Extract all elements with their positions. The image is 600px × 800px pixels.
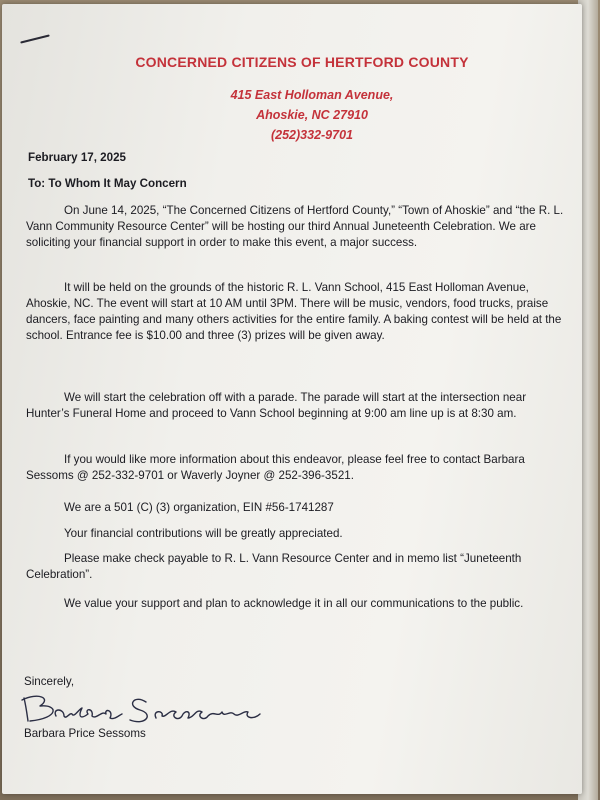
paragraph-acknowledgement: We value your support and plan to acknowledge it in all our communications to the public. — [64, 597, 524, 610]
letter-date: February 17, 2025 — [28, 151, 126, 164]
paragraph-contact: If you would like more information about this endeavor, please feel free to contact Barbara Sessoms @ 252-332-9701 or Waverly Joyner @ 252-396-3521. — [26, 453, 525, 482]
paragraph-organization-status: We are a 501 (C) (3) organization, EIN #56-1741287 — [64, 501, 334, 514]
address-phone: (252)332-9701 — [270, 128, 353, 142]
address-street: 415 East Holloman Avenue, — [230, 88, 394, 102]
signer-name: Barbara Price Sessoms — [24, 727, 146, 740]
letter-content — [2, 4, 582, 794]
paragraph-event-details: It will be held on the grounds of the historic R. L. Vann School, 415 East Holloman Avenue, Ahoskie, NC. The event will start at 10 AM until 3PM. There will be music, vendors, food trucks, praise dancers, face painting and many others activities for the entire family. A baking contest will be held at the school. Entrance fee is $10.00 and three (3) prizes will be given away. — [26, 281, 562, 342]
paragraph-parade: We will start the celebration off with a parade. The parade will start at the intersection near Hunter’s Funeral Home and proceed to Vann School beginning at 9:00 am line up is at 8:30 am. — [26, 391, 527, 420]
pen-mark — [20, 34, 50, 43]
letter-salutation: To: To Whom It May Concern — [28, 177, 187, 190]
closing: Sincerely, — [24, 675, 75, 688]
handwritten-signature — [18, 688, 268, 728]
address-city: Ahoskie, NC 27910 — [256, 108, 368, 122]
letter-page — [2, 4, 582, 794]
organization-name: CONCERNED CITIZENS OF HERTFORD COUNTY — [135, 54, 469, 70]
paragraph-intro: On June 14, 2025, “The Concerned Citizens of Hertford County,” “Town of Ahoskie” and “the R. L. Vann Community Resource Center” will be hosting our third Annual Juneteenth Celebration. We are soliciting your financial support in order to make this event, a major success. — [26, 204, 564, 249]
paragraph-payment-instructions: Please make check payable to R. L. Vann Resource Center and in memo list “Juneteenth Celebration”. — [26, 552, 522, 581]
paragraph-appreciation: Your financial contributions will be greatly appreciated. — [64, 527, 343, 540]
